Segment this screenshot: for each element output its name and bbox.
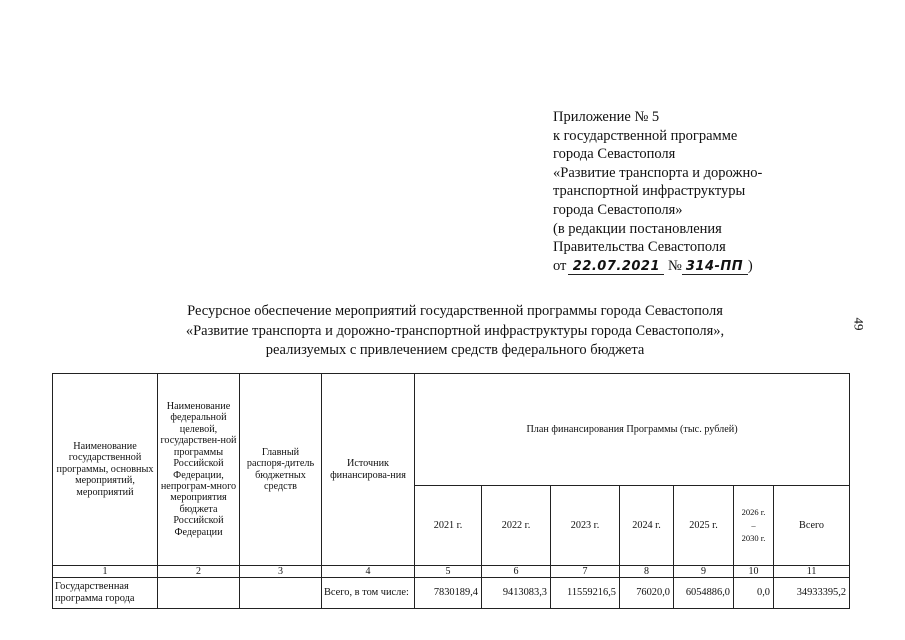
row-budget-manager: [240, 578, 322, 609]
row-value-2024: 76020,0: [620, 578, 674, 609]
column-number: 2: [158, 566, 240, 578]
column-number: 1: [53, 566, 158, 578]
row-value-total: 34933395,2: [774, 578, 850, 609]
column-number: 11: [774, 566, 850, 578]
year-range-end: 2030 г.: [741, 533, 766, 543]
column-number: 10: [734, 566, 774, 578]
row-program-name: Государственная программа города: [53, 578, 158, 609]
appendix-line: Правительства Севастополя: [553, 239, 726, 256]
header-year: 2025 г.: [674, 486, 734, 566]
title-line: «Развитие транспорта и дорожно-транспортной инфраструктуры города Севастополя»,: [185, 322, 725, 339]
row-value-2023: 11559216,5: [551, 578, 620, 609]
document-title: [150, 302, 760, 361]
header-total: Всего: [774, 486, 850, 566]
appendix-line: города Севастополя»: [553, 201, 683, 218]
appendix-block: [553, 108, 813, 275]
column-number: 6: [482, 566, 551, 578]
header-year: 2024 г.: [620, 486, 674, 566]
date-prefix: от: [553, 257, 567, 274]
header-funding-source: Источник финансирова-ния: [322, 374, 415, 566]
number-prefix: №: [668, 257, 682, 274]
title-line: реализуемых с привлечением средств федерального бюджета: [265, 342, 645, 358]
table-row: [53, 578, 850, 609]
closing-paren: ): [747, 257, 753, 274]
column-number: 3: [240, 566, 322, 578]
column-number-row: [53, 566, 850, 578]
row-funding-source: Всего, в том числе:: [322, 578, 415, 609]
row-federal-program: [158, 578, 240, 609]
column-number: 4: [322, 566, 415, 578]
header-financing-plan: План финансирования Программы (тыс. рублей): [415, 374, 850, 486]
funding-table: [52, 373, 850, 609]
year-range-start: 2026 г.: [741, 507, 766, 517]
row-value-2022: 9413083,3: [482, 578, 551, 609]
page-number: 49: [851, 317, 867, 331]
appendix-line: к государственной программе: [553, 127, 738, 144]
header-federal-program: Наименование федеральной целевой, государствен-ной программы Российской Федерации, непрограм-много мероприятия бюджета Российской Федерации: [158, 374, 240, 566]
date-handwritten: 22.07.2021: [568, 259, 664, 275]
appendix-date-line: [553, 257, 813, 276]
header-row: [53, 374, 850, 486]
header-year-range: [734, 486, 774, 566]
header-year: 2022 г.: [482, 486, 551, 566]
header-year: 2021 г.: [415, 486, 482, 566]
number-handwritten: 314-ПП: [682, 259, 748, 275]
appendix-line: (в редакции постановления: [553, 220, 722, 237]
appendix-line: Приложение № 5: [553, 109, 660, 125]
row-value-2021: 7830189,4: [415, 578, 482, 609]
appendix-line: «Развитие транспорта и дорожно-: [553, 164, 763, 181]
column-number: 7: [551, 566, 620, 578]
column-number: 5: [415, 566, 482, 578]
header-year: 2023 г.: [551, 486, 620, 566]
appendix-line: транспортной инфраструктуры: [553, 183, 746, 200]
column-number: 9: [674, 566, 734, 578]
title-line: Ресурсное обеспечение мероприятий государственной программы города Севастополя: [187, 303, 723, 319]
row-value-2025: 6054886,0: [674, 578, 734, 609]
year-range-dash: –: [751, 520, 756, 530]
appendix-line: города Севастополя: [553, 146, 676, 163]
header-budget-manager: Главный распоря-дитель бюджетных средств: [240, 374, 322, 566]
row-value-2026-2030: 0,0: [734, 578, 774, 609]
column-number: 8: [620, 566, 674, 578]
header-program-name: Наименование государственной программы, основных мероприятий, мероприятий: [53, 374, 158, 566]
